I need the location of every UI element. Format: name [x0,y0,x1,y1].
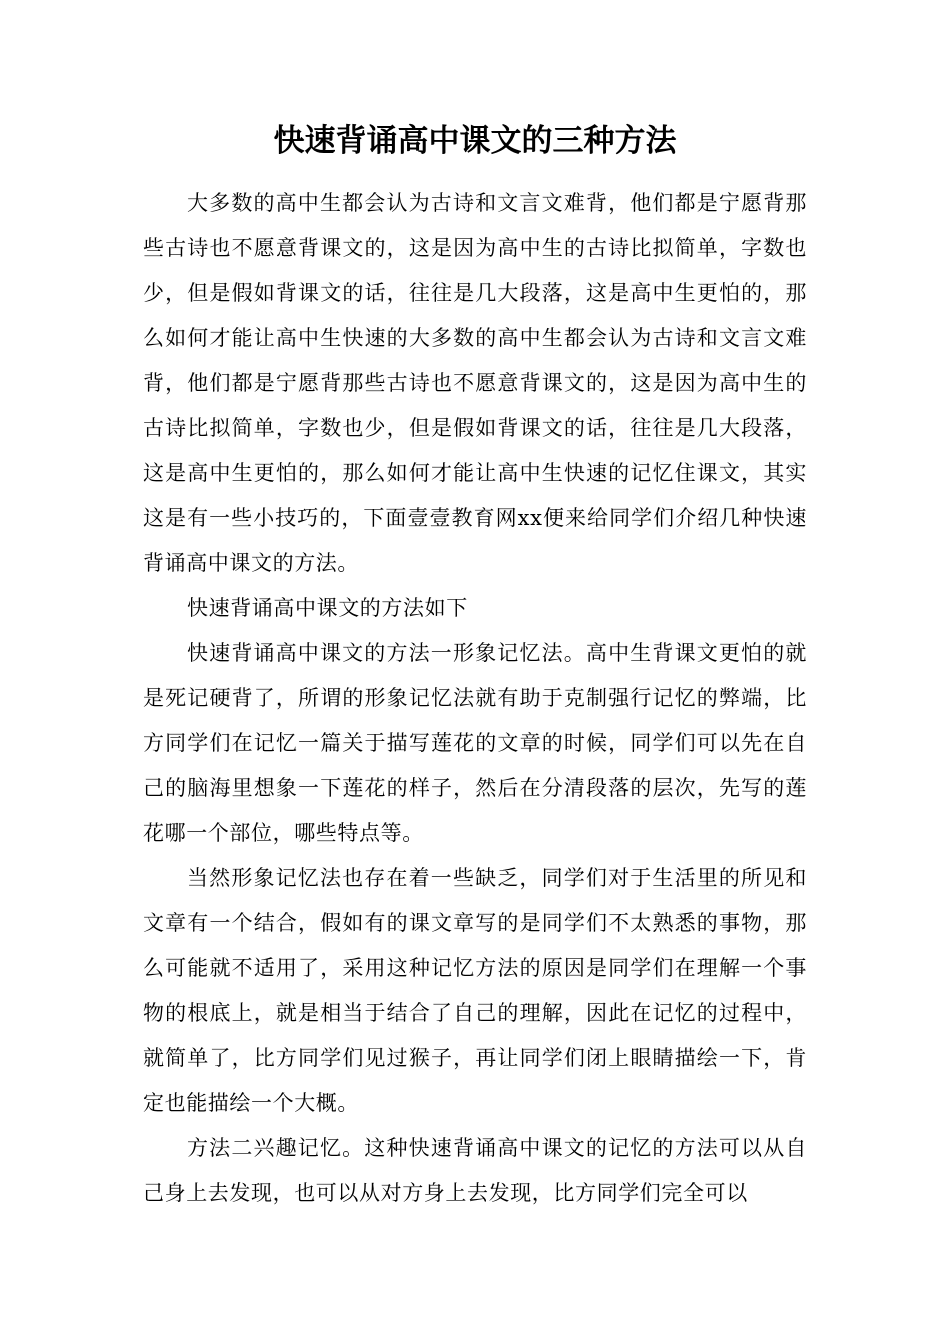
document-body [143,181,807,1216]
paragraph-method-one-note: 当然形象记忆法也存在着一些缺乏，同学们对于生活里的所见和文章有一个结合，假如有的课文章写的是同学们不太熟悉的事物，那么可能就不适用了，采用这种记忆方法的原因是同学们在理解一个事物的根底上，就是相当于结合了自己的理解，因此在记忆的过程中，就简单了，比方同学们见过猴子，再让同学们闭上眼睛描绘一下，肯定也能描绘一个大概。 [143,866,807,1115]
paragraph-method-two: 方法二兴趣记忆。这种快速背诵高中课文的记忆的方法可以从自己身上去发现，也可以从对方身上去发现，比方同学们完全可以 [143,1136,807,1205]
paragraph-method-one: 快速背诵高中课文的方法一形象记忆法。高中生背课文更怕的就是死记硬背了，所谓的形象记忆法就有助于克制强行记忆的弊端，比方同学们在记忆一篇关于描写莲花的文章的时候，同学们可以先在自己的脑海里想象一下莲花的样子，然后在分清段落的层次，先写的莲花哪一个部位，哪些特点等。 [143,641,807,845]
document-title: 快速背诵高中课文的三种方法 [273,123,677,159]
paragraph-methods-heading: 快速背诵高中课文的方法如下 [187,596,468,620]
paragraph-intro: 大多数的高中生都会认为古诗和文言文难背，他们都是宁愿背那些古诗也不愿意背课文的，这是因为高中生的古诗比拟简单，字数也少，但是假如背课文的话，往往是几大段落，这是高中生更怕的，那么如何才能让高中生快速的大多数的高中生都会认为古诗和文言文难背，他们都是宁愿背那些古诗也不愿意背课文的，这是因为高中生的古诗比拟简单，字数也少，但是假如背课文的话，往往是几大段落，这是高中生更怕的，那么如何才能让高中生快速的记忆住课文，其实这是有一些小技巧的，下面壹壹教育网xx便来给同学们介绍几种快速背诵高中课文的方法。 [143,191,807,575]
